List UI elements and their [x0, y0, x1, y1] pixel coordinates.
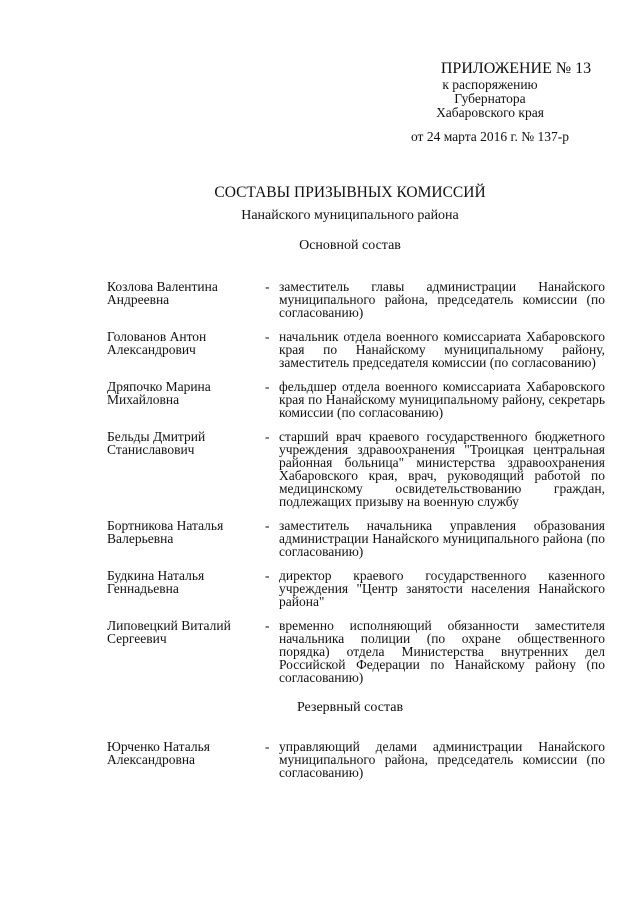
member-row [107, 619, 605, 684]
member-role: заместитель начальника управления образования администрации Нанайского муниципального района (по согласованию) [279, 518, 605, 559]
member-name: Дряпочко Марина Михайловна [107, 379, 211, 407]
member-dash: - [265, 618, 270, 633]
main-section-title: Основной состав [299, 238, 401, 253]
member-role: фельдшер отдела военного комиссариата Хабаровского края по Нанайскому муниципальному району, секретарь комиссии (по согласованию) [279, 379, 605, 420]
annex-header [370, 60, 610, 144]
member-name: Юрченко Наталья Александровна [107, 739, 210, 767]
reserve-members-list [107, 740, 605, 790]
annex-line-2: Губернатора [454, 91, 526, 106]
annex-date: от 24 марта 2016 г. № 137-р [410, 129, 570, 144]
member-name: Липовецкий Виталий Сергеевич [107, 618, 231, 646]
member-row [107, 569, 605, 608]
title-main: СОСТАВЫ ПРИЗЫВНЫХ КОМИССИЙ [214, 184, 486, 201]
member-role: временно исполняющий обязанности заместителя начальника полиции (по охране общественного порядка) отдела Министерства внутренних дел Российской Федерации по Нанайскому району (по согласованию) [279, 618, 605, 685]
member-dash: - [265, 429, 270, 444]
reserve-section-title: Резервный состав [296, 700, 404, 715]
member-row [107, 280, 605, 319]
member-name: Бельды Дмитрий Станиславович [107, 429, 206, 457]
member-dash: - [265, 568, 270, 583]
member-role: начальник отдела военного комиссариата Хабаровского края по Нанайскому муниципальному району, заместитель председателя комиссии (по согласованию) [279, 329, 605, 370]
annex-number: ПРИЛОЖЕНИЕ № 13 [440, 60, 592, 77]
member-dash: - [265, 279, 270, 294]
main-members-list [107, 280, 605, 695]
member-dash: - [265, 518, 270, 533]
document-title [0, 184, 640, 224]
member-name: Козлова Валентина Андреевна [107, 279, 218, 307]
member-role: старший врач краевого государственного бюджетного учреждения здравоохранения "Троицкая центральная районная больница" министерства здравоохранения Хабаровского края, врач, руководящий работой по медицинскому освидетельствованию граждан, подлежащих призыву на военную службу [279, 429, 605, 509]
annex-line-1: к распоряжению [442, 77, 538, 92]
member-name: Голованов Антон Александрович [107, 329, 207, 357]
annex-line-3: Хабаровского края [436, 105, 544, 120]
member-dash: - [265, 739, 270, 754]
member-dash: - [265, 379, 270, 394]
member-row [107, 330, 605, 369]
member-row [107, 430, 605, 508]
member-role: директор краевого государственного казенного учреждения "Центр занятости населения Нанайского района" [279, 568, 605, 609]
member-name: Будкина Наталья Геннадьевна [107, 568, 205, 596]
member-row [107, 740, 605, 779]
member-row [107, 519, 605, 558]
member-row [107, 380, 605, 419]
member-role: заместитель главы администрации Нанайского муниципального района, председатель комиссии (по согласованию) [279, 279, 605, 320]
member-dash: - [265, 329, 270, 344]
member-role: управляющий делами администрации Нанайского муниципального района, председатель комиссии (по согласованию) [279, 739, 605, 780]
title-sub: Нанайского муниципального района [241, 208, 459, 223]
member-name: Бортникова Наталья Валерьевна [107, 518, 224, 546]
